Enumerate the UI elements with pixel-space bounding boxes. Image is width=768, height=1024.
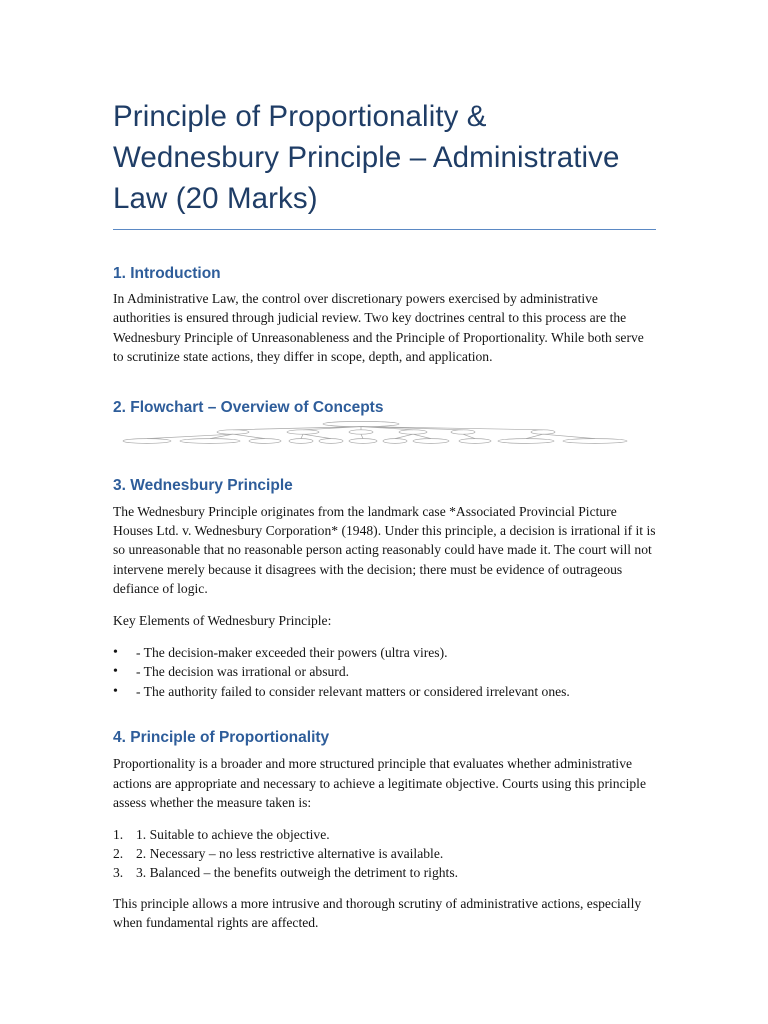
bullet-icon: • [113,664,118,680]
proportionality-paragraph: Proportionality is a broader and more structured principle that evaluates whether administrative actions are appropriate and necessary to achieve a legitimate objective. Courts using this principle assess whether the measure taken is: [113,756,646,811]
bullet-icon: • [113,683,118,699]
list-number: 2. [113,845,124,861]
introduction-paragraph: In Administrative Law, the control over discretionary powers exercised by administrative authorities is ensured through judicial review. Two key doctrines central to this process are the Wednesbury Principle of Unreasonableness and the Principle of Proportionality. While both serve to scrutinize state actions, they differ in scope, depth, and application. [113,291,644,365]
list-item: 2. 2. Necessary – no less restrictive alternative is available. [113,844,656,863]
title-divider [113,229,656,230]
flowchart-heading: 2. Flowchart – Overview of Concepts [113,398,384,416]
list-item: 3. 3. Balanced – the benefits outweigh the detriment to rights. [113,863,656,882]
introduction-heading: 1. Introduction [113,265,221,282]
list-number: 1. [113,826,124,842]
wednesbury-heading: 3. Wednesbury Principle [113,476,293,494]
proportionality-conclusion: This principle allows a more intrusive and thorough scrutiny of administrative actions, especially when fundamental rights are affected. [113,895,642,931]
bullet-icon: • [113,645,118,661]
flowchart-diagram [113,419,633,449]
list-item: • - The decision-maker exceeded their powers (ultra vires). [113,643,656,662]
list-item: 1. 1. Suitable to achieve the objective. [113,825,656,844]
list-item: • - The authority failed to consider relevant matters or considered irrelevant ones. [113,682,656,701]
wednesbury-elements-list [113,643,656,701]
document-body [113,96,656,933]
proportionality-heading: 4. Principle of Proportionality [113,729,330,747]
list-number: 3. [113,865,124,881]
flowchart-image [113,419,656,449]
key-elements-label: Key Elements of Wednesbury Principle: [113,612,332,628]
page-title: Principle of Proportionality & Wednesbury Principle – Administrative Law (20 Marks) [113,100,620,215]
wednesbury-paragraph: The Wednesbury Principle originates from the landmark case *Associated Provincial Picture Houses Ltd. v. Wednesbury Corporation* (1948). Under this principle, a decision is irrational if it is so unreasonable that no reasonable person acting reasonably could have made it. The court will not intervene merely because it disagrees with the decision; there must be evidence of outrageous defiance of logic. [113,503,656,597]
proportionality-tests-list [113,825,656,883]
list-item: • - The decision was irrational or absurd. [113,662,656,681]
